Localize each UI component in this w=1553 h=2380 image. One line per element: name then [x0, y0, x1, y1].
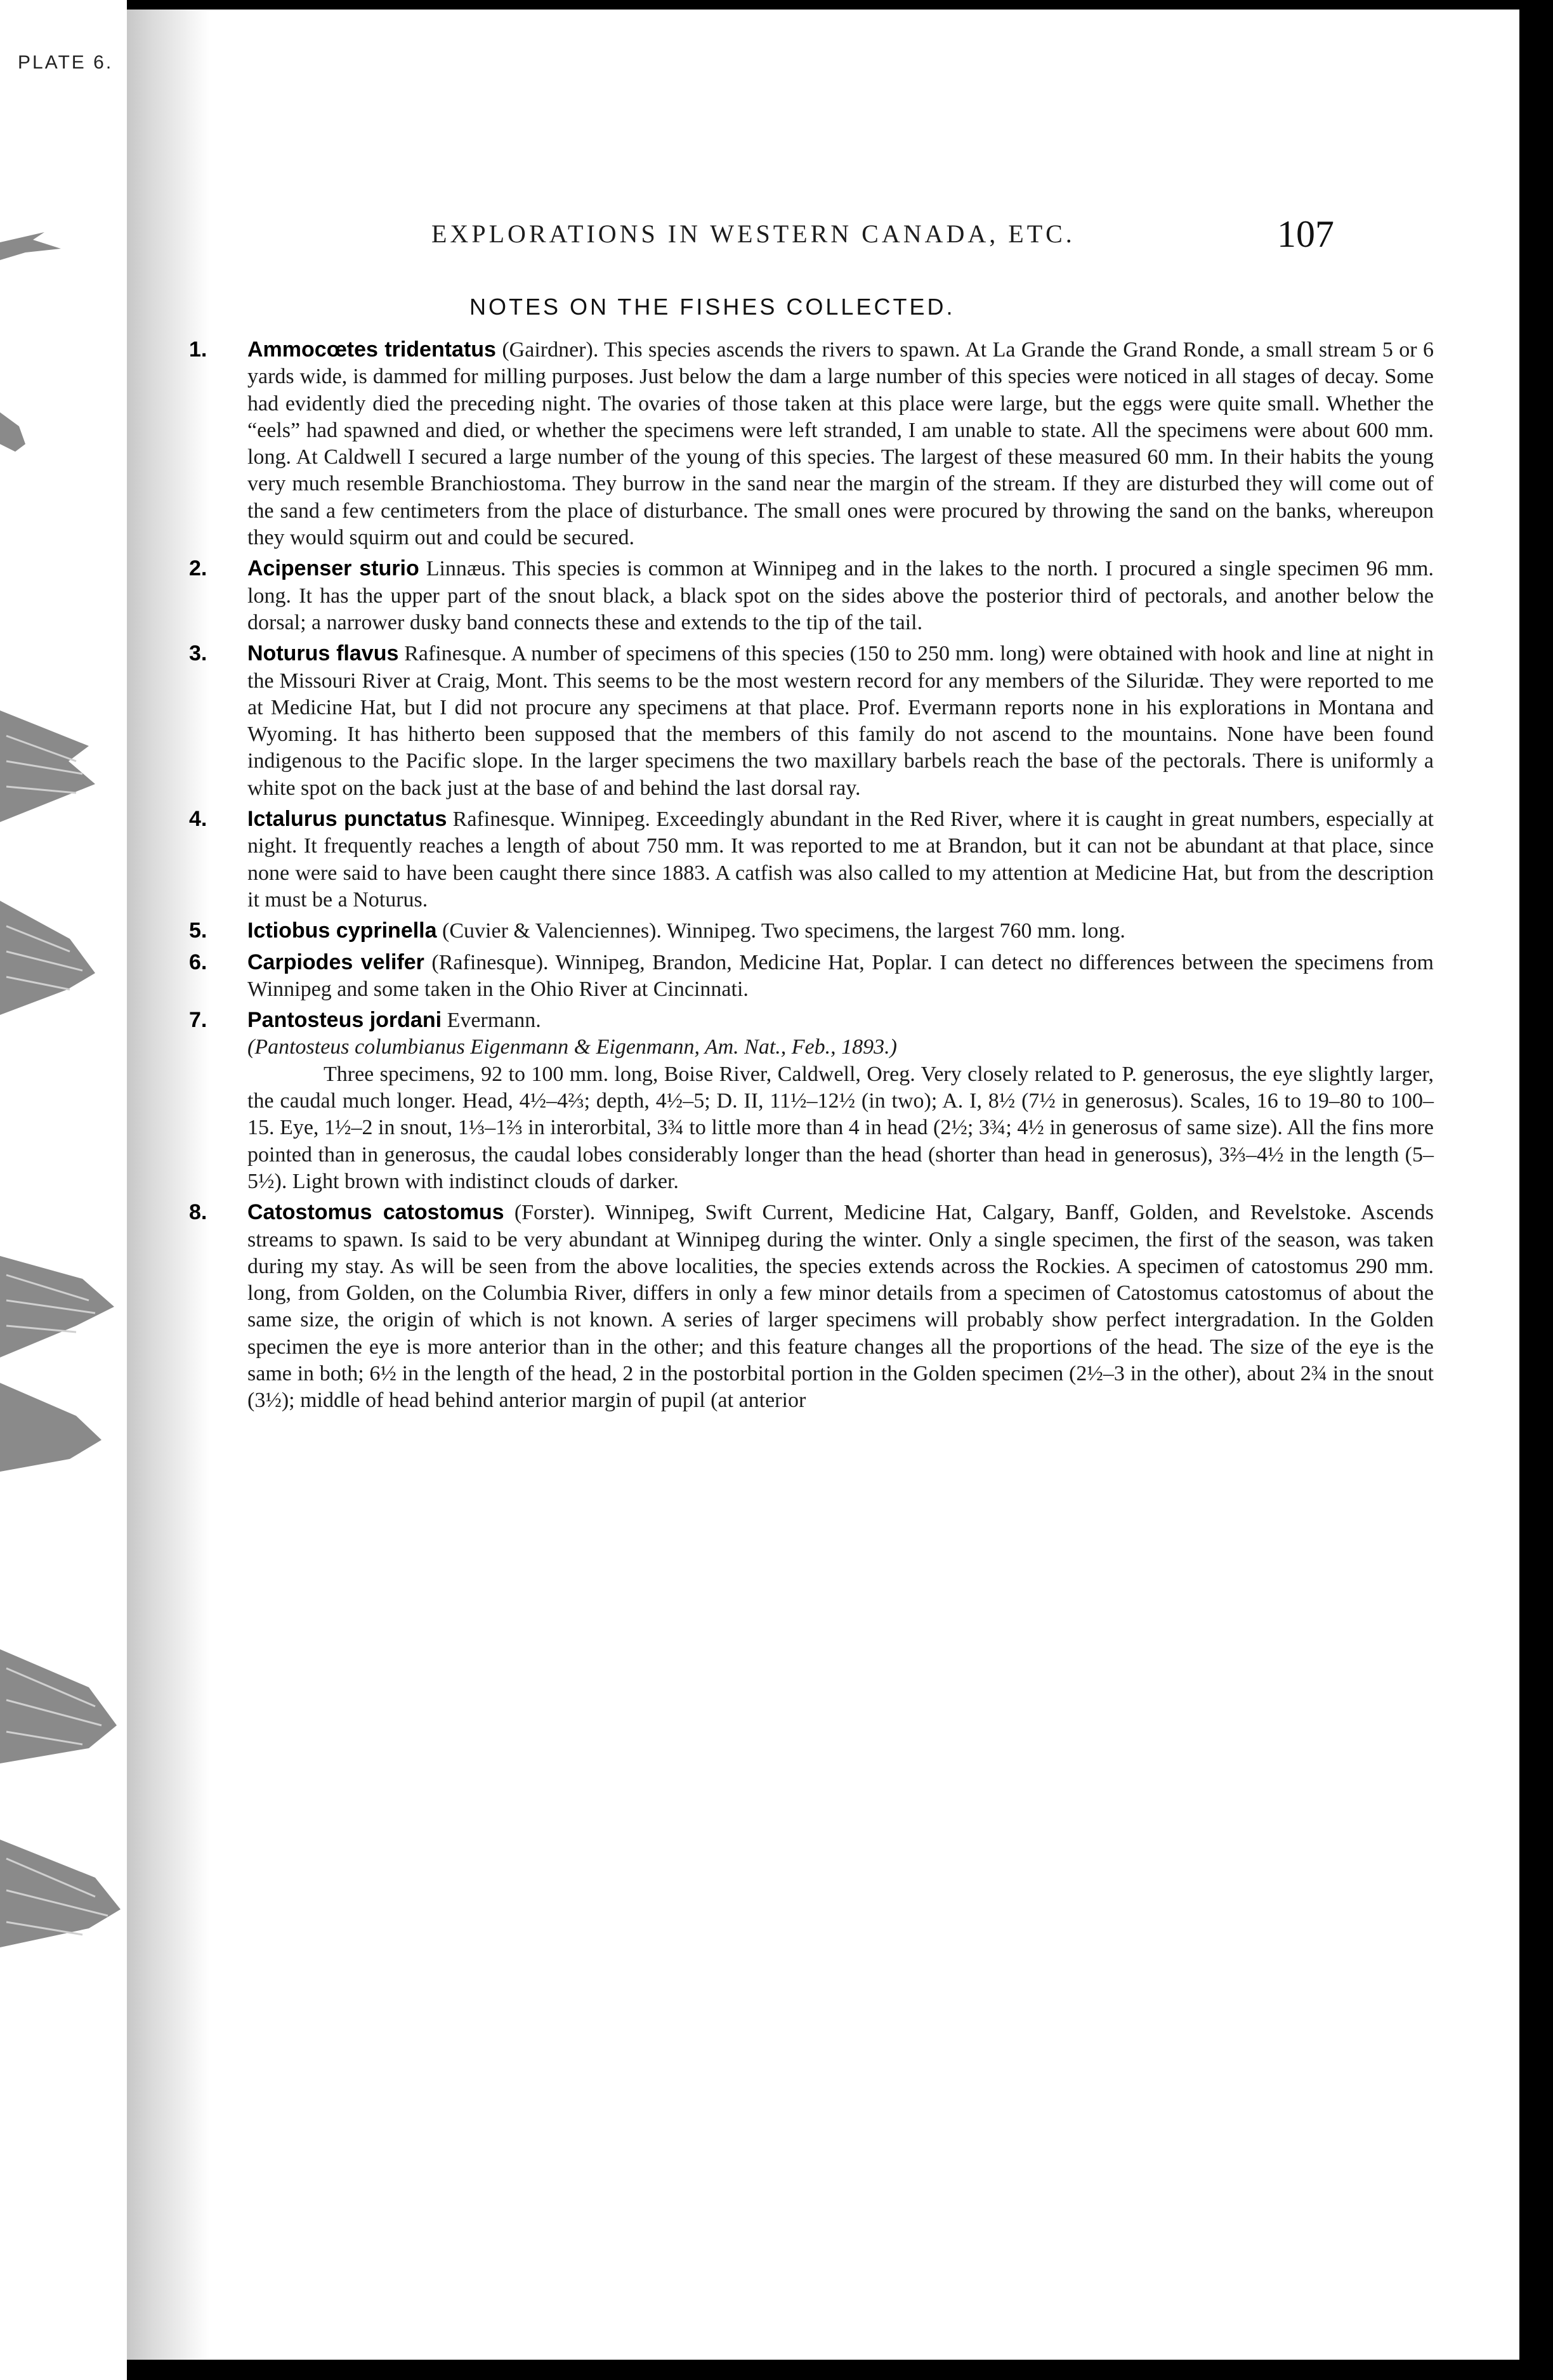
entry-text: (Cuvier & Valenciennes). Winnipeg. Two specimens, the largest 760 mm. long.: [436, 919, 1125, 943]
species-entry: [171, 555, 1434, 636]
entry-text: Linnæus. This species is common at Winnipeg and in the lakes to the north. I procured a single specimen 96 mm. long. It has the upper part of the snout black, a black spot on the sides above the posterior third of pectorals, and another below the dorsal; a narrower dusky band connects these and extends to the tip of the tail.: [247, 557, 1434, 634]
species-entry: [171, 640, 1434, 802]
species-entries: [171, 336, 1434, 1415]
fish-tail-fragment: [0, 1383, 102, 1472]
fish-tail-fragment: [0, 1649, 117, 1763]
entry-text: Rafinesque. Winnipeg. Exceedingly abundant in the Red River, where it is caught in great numbers, especially at night. It frequently reaches a length of about 750 mm. It was reported to me at Brandon, but it can not be abundant at that place, since none were said to have been caught there since 1883. A catfish was also called to my attention at Medicine Hat, but from the description it must be a Noturus.: [247, 808, 1434, 912]
fish-fin-fragment: [0, 412, 25, 452]
entry-text: Rafinesque. A number of specimens of this species (150 to 250 mm. long) were obtained with hook and line at night in the Missouri River at Craig, Mont. This seems to be the most western record for any members of the Siluridæ. They were reported to me at Medicine Hat, but I did not procure any specimens at that place. Prof. Evermann reports none in his explorations in Montana and Wyoming. It has hitherto been supposed that the members of this family do not ascend to the mountains. None have been found indigenous to the Pacific slope. In the larger specimens the two maxillary barbels reach the base of the pectorals. There is uniformly a white spot on the back just at the base of and behind the last dorsal ray.: [247, 642, 1434, 800]
scientific-name: Catostomus catostomus: [247, 1200, 504, 1225]
scientific-name: Pantosteus jordani: [247, 1008, 442, 1033]
fish-tail-fragment: [0, 710, 95, 822]
scientific-name: Ammocœtes tridentatus: [247, 337, 496, 362]
synonymy: (Pantosteus columbianus Eigenmann & Eigenmann, Am. Nat., Feb., 1893.): [247, 1035, 897, 1059]
entry-text: (Gairdner). This species ascends the rivers to spawn. At La Grande the Grand Ronde, a small stream 5 or 6 yards wide, is dammed for milling purposes. Just below the dam a large number of this species were noticed in all stages of decay. Some had evidently died the preceding night. The ovaries of those taken at this place were large, but the eggs were quite small. Whether the “eels” had spawned and died, or whether the specimens were left stranded, I am unable to state. All the specimens were about 600 mm. long. At Caldwell I secured a large number of the young of this species. The largest of these measured 60 mm. In their habits the young very much resemble Branchiostoma. They burrow in the sand near the margin of the stream. If they are disturbed they will come out of the sand a few centimeters from the place of disturbance. The small ones were procured by throwing the sand on the banks, whereupon they would squirm out and could be secured.: [247, 338, 1434, 550]
entry-number: 3.: [189, 641, 207, 666]
entry-number: 8.: [189, 1200, 207, 1225]
entry-number: 7.: [189, 1008, 207, 1033]
scientific-name: Ictiobus cyprinella: [247, 919, 437, 943]
fish-tail-fragment: [0, 901, 95, 1015]
entry-number: 2.: [189, 556, 207, 581]
fish-fin-fragment: [0, 232, 61, 260]
section-title: NOTES ON THE FISHES COLLECTED.: [469, 294, 955, 320]
entry-text: (Forster). Winnipeg, Swift Current, Medicine Hat, Calgary, Banff, Golden, and Revelstoke. Ascends streams to spawn. Is said to be very abundant at Winnipeg during the winter. Only a single specimen, the first of the season, was taken during my stay. As will be seen from the above localities, the species extends across the Rockies. A specimen of catostomus 290 mm. long, from Golden, on the Columbia River, differs in only a few minor details from a specimen of Catostomus catostomus of about the same size, the origin of which is not known. A series of larger specimens will probably show perfect intergradation. In the Golden specimen the eye is more anterior than in the other; and this feature changes all the proportions of the head. The size of the eye is the same in both; 6½ in the length of the head, 2 in the postorbital portion in the Golden specimen (2½–3 in the other), about 2¾ in the snout (3½); middle of head behind anterior margin of pupil (at anterior: [247, 1201, 1434, 1413]
species-entry: [171, 917, 1434, 945]
entry-number: 1.: [189, 337, 207, 362]
scientific-name: Ictalurus punctatus: [247, 807, 447, 832]
facing-plate-fish-fragments: [0, 0, 127, 2380]
entry-number: 4.: [189, 807, 207, 832]
species-entry: [171, 949, 1434, 1004]
entry-number: 6.: [189, 950, 207, 974]
scientific-name: Carpiodes velifer: [247, 950, 424, 974]
plate-label: PLATE 6.: [18, 52, 114, 73]
entry-text: Evermann.: [442, 1009, 541, 1033]
scientific-name: Acipenser sturio: [247, 556, 419, 581]
scientific-name: Noturus flavus: [247, 641, 399, 666]
entry-text: (Rafinesque). Winnipeg, Brandon, Medicine Hat, Poplar. I can detect no differences between the specimens from Winnipeg and some taken in the Ohio River at Cincinnati.: [247, 950, 1434, 1001]
page: [127, 10, 1519, 2360]
entry-number: 5.: [189, 919, 207, 943]
species-description: Three specimens, 92 to 100 mm. long, Boise River, Caldwell, Oreg. Very closely related to P. generosus, the eye slightly larger, the caudal much longer. Head, 4½–4⅔; depth, 4½–5; D. II, 11½–12½ (in two); A. I, 8½ (7½ in generosus). Scales, 16 to 19–80 to 100–15. Eye, 1½–2 in snout, 1⅓–1⅔ in interorbital, 3¾ to little more than 4 in head (2½; 3¾; 4½ in generosus of same size). All the fins more pointed than in generosus, the caudal lobes considerably longer than the head (shorter than head in generosus), 3⅔–4½ in the length (5–5½). Light brown with indistinct clouds of darker.: [247, 1062, 1434, 1193]
page-number: 107: [1277, 213, 1334, 255]
species-entry: [171, 806, 1434, 913]
species-entry: [171, 1007, 1434, 1195]
facing-plate-edge: [0, 0, 127, 2380]
running-head: EXPLORATIONS IN WESTERN CANADA, ETC.: [431, 219, 1075, 248]
species-entry: [171, 336, 1434, 551]
species-entry: [171, 1199, 1434, 1414]
